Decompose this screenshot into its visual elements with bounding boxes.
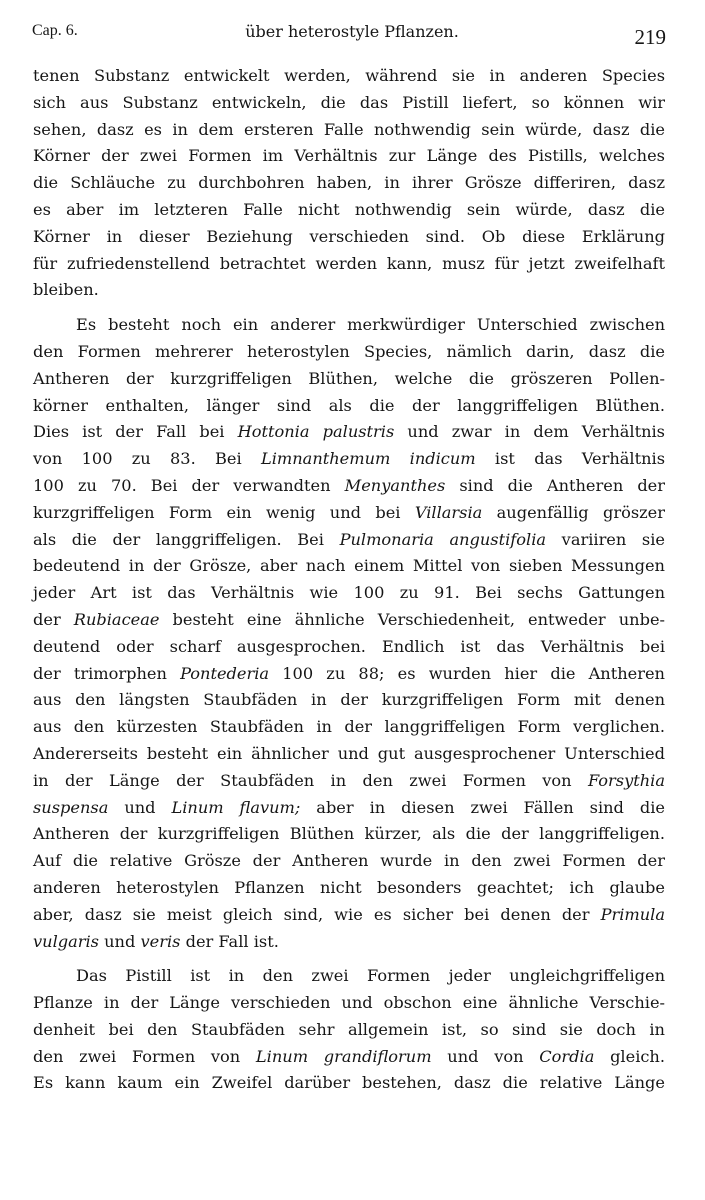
text-run: Das Pistill ist in den zwei Formen jeder ungleichgriffeligen: [76, 966, 665, 986]
italic-term: Linum grandiflorum: [255, 1046, 432, 1066]
italic-term: suspensa: [33, 797, 109, 817]
text-run: und: [108, 797, 172, 817]
italic-term: Cordia: [539, 1046, 595, 1066]
text-run: 100 zu 70. Bei der verwandten: [33, 475, 345, 495]
italic-term: Pontederia: [180, 663, 270, 683]
text-run: der trimorphen: [33, 663, 181, 683]
text-run: besteht eine ähnliche Verschiedenheit, entweder unbe-: [159, 609, 666, 629]
text-run: Auf die relative Grösze der Antheren wurde in den zwei Formen der: [33, 851, 665, 871]
text-run: Körner in dieser Beziehung verschieden sind. Ob diese Erklärung: [33, 226, 665, 246]
text-line: [33, 821, 665, 848]
running-title: über heterostyle Pflanzen.: [245, 22, 459, 41]
text-run: aus den längsten Staubfäden in der kurzgriffeligen Form mit denen: [33, 690, 665, 710]
text-run: aber, dasz sie meist gleich sind, wie es sicher bei denen der: [33, 904, 601, 924]
text-line: [33, 553, 665, 580]
text-run: Andererseits besteht ein ähnlicher und gut ausgesprochener Unterschied: [33, 743, 665, 763]
italic-term: Pulmonaria angustifolia: [339, 529, 547, 549]
text-line: [33, 875, 665, 902]
text-run: die Schläuche zu durchbohren haben, in ihrer Grösze differiren, dasz: [33, 173, 665, 193]
italic-term: veris: [140, 931, 181, 951]
text-line: [33, 393, 665, 420]
text-line: [33, 1017, 665, 1044]
text-run: Antheren der kurzgriffeligen Blüthen, welche die gröszeren Pollen-: [33, 368, 665, 388]
text-run: es aber im letzteren Falle nicht nothwendig sein würde, dasz die: [33, 199, 665, 219]
text-line: [33, 661, 665, 688]
text-run: aber in diesen zwei Fällen sind die: [300, 797, 665, 817]
text-run: von 100 zu 83. Bei: [33, 449, 261, 469]
text-run: Körner der zwei Formen im Verhältnis zur Länge des Pistills, welches: [33, 146, 665, 166]
text-run: den zwei Formen von: [33, 1046, 256, 1066]
text-run: anderen heterostylen Pflanzen nicht besonders geachtet; ich glaube: [33, 877, 665, 897]
text-run: in der Länge der Staubfäden in den zwei Formen von: [33, 770, 588, 790]
paragraph-gap: [33, 304, 665, 312]
text-line: [33, 963, 665, 990]
text-run: augenfällig gröszer: [482, 502, 665, 522]
italic-term: vulgaris: [33, 931, 99, 951]
text-run: Es kann kaum ein Zweifel darüber bestehen, dasz die relative Länge: [33, 1073, 665, 1093]
text-line: [33, 277, 665, 304]
text-line: [33, 527, 665, 554]
text-run: für zufriedenstellend betrachtet werden kann, musz für jetzt zweifelhaft: [33, 253, 665, 273]
italic-term: Limnanthemum indicum: [260, 449, 476, 469]
text-run: und: [98, 931, 141, 951]
text-run: als die der langgriffeligen. Bei: [33, 529, 340, 549]
text-line: [33, 366, 665, 393]
paragraph: [33, 312, 665, 955]
text-line: [33, 929, 665, 956]
text-run: bleiben.: [33, 280, 99, 300]
text-line: [33, 580, 665, 607]
text-run: Pflanze in der Länge verschieden und obschon eine ähnliche Verschie-: [33, 993, 665, 1013]
body-text: [33, 63, 665, 1097]
italic-term: Rubiaceae: [73, 609, 160, 629]
text-run: jeder Art ist das Verhältnis wie 100 zu 91. Bei sechs Gattungen: [33, 583, 665, 603]
text-run: Antheren der kurzgriffeligen Blüthen kürzer, als die der langgriffeligen.: [33, 824, 665, 844]
text-line: [33, 714, 665, 741]
italic-term: Villarsia: [414, 502, 483, 522]
text-run: den Formen mehrerer heterostylen Species, nämlich darin, dasz die: [33, 341, 665, 361]
text-line: [33, 143, 665, 170]
text-run: aus den kürzesten Staubfäden in der langgriffeligen Form verglichen.: [33, 717, 665, 737]
paragraph-gap: [33, 955, 665, 963]
italic-term: Hottonia palustris: [237, 422, 395, 442]
text-line: [33, 197, 665, 224]
text-line: [33, 902, 665, 929]
text-run: Dies ist der Fall bei: [33, 422, 238, 442]
text-line: [33, 848, 665, 875]
text-run: gleich.: [594, 1046, 666, 1066]
text-run: körner enthalten, länger sind als die der langgriffeligen Blüthen.: [33, 395, 665, 415]
text-line: [33, 795, 665, 822]
text-line: [33, 500, 665, 527]
text-line: [33, 312, 665, 339]
text-run: der Fall ist.: [180, 931, 279, 951]
text-line: [33, 1070, 665, 1097]
text-run: 100 zu 88; es wurden hier die Antheren: [269, 663, 665, 683]
text-line: [33, 446, 665, 473]
text-run: sind die Antheren der: [445, 475, 665, 495]
text-line: [33, 473, 665, 500]
text-run: sich aus Substanz entwickeln, die das Pistill liefert, so können wir: [33, 92, 665, 112]
paragraph: [33, 963, 665, 1097]
text-line: [33, 687, 665, 714]
text-line: [33, 117, 665, 144]
text-run: variiren sie: [546, 529, 665, 549]
text-line: [33, 768, 665, 795]
italic-term: Linum flavum;: [171, 797, 301, 817]
text-line: [33, 741, 665, 768]
text-run: denheit bei den Staubfäden sehr allgemein ist, so sind sie doch in: [33, 1019, 665, 1039]
text-line: [33, 990, 665, 1017]
text-run: Es besteht noch ein anderer merkwürdiger Unterschied zwischen: [76, 315, 665, 335]
text-run: und von: [431, 1046, 540, 1066]
text-line: [33, 1044, 665, 1071]
text-line: [33, 63, 665, 90]
text-run: und zwar in dem Verhältnis: [394, 422, 665, 442]
text-line: [33, 170, 665, 197]
italic-term: Menyanthes: [344, 475, 446, 495]
text-line: [33, 607, 665, 634]
text-line: [33, 634, 665, 661]
text-line: [33, 419, 665, 446]
text-run: sehen, dasz es in dem ersteren Falle nothwendig sein würde, dasz die: [33, 119, 665, 139]
italic-term: Forsythia: [587, 770, 665, 790]
paragraph: [33, 63, 665, 304]
text-line: [33, 90, 665, 117]
page-number: 219: [634, 25, 666, 49]
running-header: [32, 20, 672, 48]
text-run: deutend oder scharf ausgesprochen. Endlich ist das Verhältnis bei: [33, 636, 665, 656]
text-run: der: [33, 609, 74, 629]
text-run: tenen Substanz entwickelt werden, während sie in anderen Species: [33, 66, 665, 85]
text-run: kurzgriffeligen Form ein wenig und bei: [33, 502, 415, 522]
text-line: [33, 339, 665, 366]
text-line: [33, 251, 665, 278]
chapter-label: Cap. 6.: [32, 22, 78, 39]
text-run: ist das Verhältnis: [475, 449, 665, 469]
text-run: bedeutend in der Grösze, aber nach einem Mittel von sieben Messungen: [33, 556, 665, 576]
italic-term: Primula: [600, 904, 665, 924]
text-line: [33, 224, 665, 251]
